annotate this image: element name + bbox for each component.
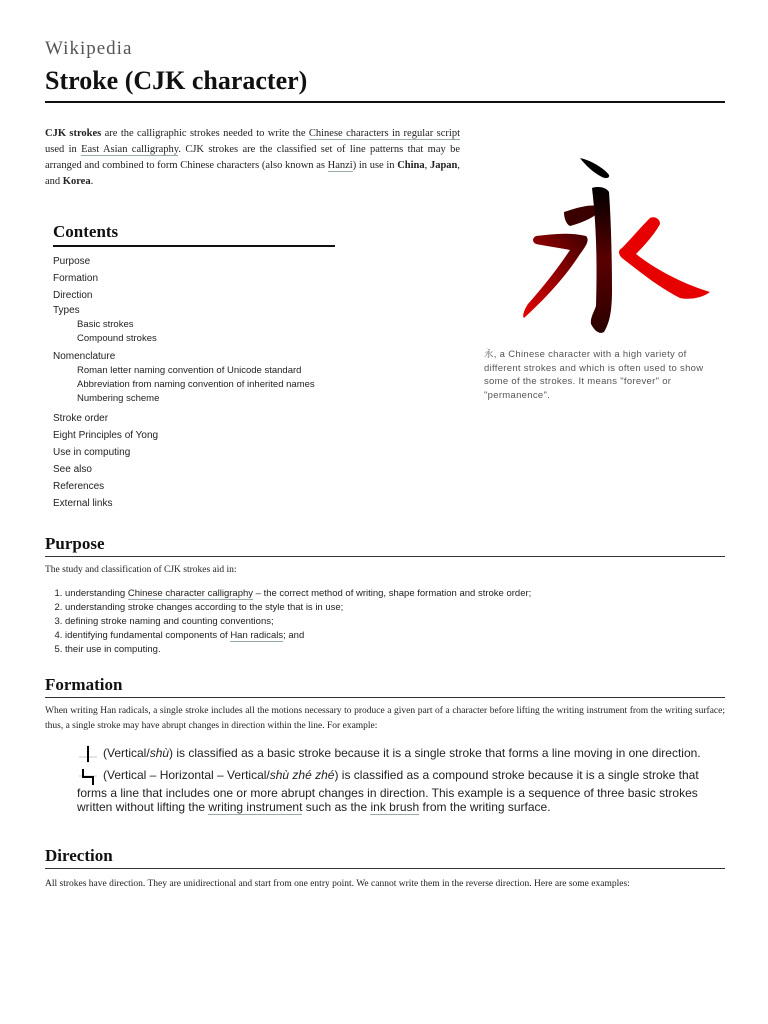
section-heading-formation: Formation xyxy=(45,675,725,698)
toc-item-direction[interactable]: Direction xyxy=(53,290,93,301)
intro-china: China xyxy=(397,160,425,171)
toc-item-references[interactable]: References xyxy=(53,481,105,492)
toc-list xyxy=(53,253,335,512)
toc-title: Contents xyxy=(53,222,335,247)
section-purpose xyxy=(45,534,725,657)
intro-text: , xyxy=(424,160,430,171)
link-writing-instrument[interactable]: writing instrument xyxy=(208,800,303,814)
example-text: (Vertical – Horizontal – Vertical/ xyxy=(103,768,270,783)
wikipedia-wordmark: Wikipedia xyxy=(45,38,133,59)
link-east-asian-calligraphy[interactable]: East Asian calligraphy xyxy=(81,144,179,155)
purpose-item-text: identifying fundamental components of xyxy=(65,630,231,641)
purpose-list-item xyxy=(65,587,725,601)
example-text: ) is classified as a basic stroke because it is a single stroke that forms a line moving in one direction. xyxy=(169,746,701,761)
toc-item-see-also[interactable]: See also xyxy=(53,464,92,475)
intro-text: . CJK strokes are the classified set of line patterns that may be arranged and combined to form Chinese characters (also known as xyxy=(45,144,460,171)
intro-text: ) in use in xyxy=(352,160,398,171)
toc-item-abbreviation-naming[interactable]: Abbreviation from naming convention of inherited names xyxy=(77,379,315,390)
toc-item-roman-letter-naming[interactable]: Roman letter naming convention of Unicode standard xyxy=(77,365,302,376)
toc-item-numbering-scheme[interactable]: Numbering scheme xyxy=(77,393,160,404)
section-heading-purpose: Purpose xyxy=(45,534,725,557)
yong-character-image xyxy=(494,140,714,340)
example-text: ) is classified as a compound stroke because it is a single stroke that forms a line that includes one or more abrupt changes in direction. This example is a sequence of three basic strokes written without lifting the xyxy=(77,768,699,814)
toc-item-nomenclature[interactable]: Nomenclature xyxy=(53,351,116,362)
yong-dot-stroke xyxy=(580,158,609,178)
intro-korea: Korea xyxy=(62,176,91,187)
compound-stroke-icon xyxy=(77,766,99,786)
example-compound-stroke xyxy=(77,766,725,814)
purpose-list-item: 5. their use in computing. xyxy=(65,643,725,657)
intro-text: used in xyxy=(45,144,82,155)
purpose-list-item: 3. defining stroke naming and counting conventions; xyxy=(65,615,725,629)
toc-item-basic-strokes[interactable]: Basic strokes xyxy=(77,319,134,330)
toc-item-eight-principles[interactable]: Eight Principles of Yong xyxy=(53,430,159,441)
title-divider xyxy=(45,101,725,103)
example-text: (Vertical/ xyxy=(103,746,150,761)
purpose-lead: The study and classification of CJK strokes aid in: xyxy=(45,565,237,575)
example-pinyin: shù zhé zhé xyxy=(269,768,335,783)
link-chinese-character-calligraphy[interactable]: Chinese character calligraphy xyxy=(127,588,254,599)
example-vertical-stroke xyxy=(77,744,725,764)
toc-item-types[interactable]: Types xyxy=(53,305,80,316)
purpose-list xyxy=(45,587,725,657)
link-ink-brush[interactable]: ink brush xyxy=(370,800,420,814)
purpose-item-text: ; and xyxy=(283,630,305,641)
figure-caption: 永, a Chinese character with a high variety of different strokes and which is often used to show some of the strokes. It means "forever" or "permanence". xyxy=(484,349,704,401)
section-heading-direction: Direction xyxy=(45,846,725,869)
example-pinyin: shù xyxy=(149,746,170,761)
intro-text: . xyxy=(90,176,94,187)
page-title: Stroke (CJK character) xyxy=(45,66,308,95)
example-text: from the writing surface. xyxy=(419,800,551,814)
toc-item-formation[interactable]: Formation xyxy=(53,273,99,284)
toc-item-compound-strokes[interactable]: Compound strokes xyxy=(77,333,157,344)
yong-figure xyxy=(484,140,719,402)
purpose-item-text: – the correct method of writing, shape formation and stroke order; xyxy=(253,588,532,599)
intro-text: are the calligraphic strokes needed to write the xyxy=(101,128,309,139)
direction-text: All strokes have direction. They are unidirectional and start from one entry point. We cannot write them in the reverse direction. Here are some examples: xyxy=(45,879,630,889)
intro-term: CJK strokes xyxy=(45,128,102,139)
intro-text: , and xyxy=(45,160,461,187)
intro-japan: Japan xyxy=(429,160,458,171)
link-han-radicals[interactable]: Han radicals xyxy=(230,630,284,641)
link-chinese-characters[interactable]: Chinese characters in regular script xyxy=(308,128,460,139)
table-of-contents xyxy=(53,222,335,512)
intro-paragraph xyxy=(45,126,460,190)
section-direction xyxy=(45,846,725,892)
yong-left-sweep-stroke xyxy=(523,234,587,318)
formation-text: When writing Han radicals, a single stroke includes all the motions necessary to produce a given part of a character before lifting the writing instrument from the writing surface; thus, a single stroke may have abrupt changes in direction within the line. For example: xyxy=(45,706,725,731)
toc-item-purpose[interactable]: Purpose xyxy=(53,256,91,267)
section-formation xyxy=(45,675,725,814)
example-text: such as the xyxy=(302,800,371,814)
yong-hook-stroke xyxy=(564,205,599,226)
purpose-list-item xyxy=(65,629,725,643)
toc-item-external-links[interactable]: External links xyxy=(53,498,113,509)
yong-right-sweep-stroke xyxy=(619,217,710,299)
link-hanzi[interactable]: Hanzi xyxy=(327,160,353,171)
vertical-stroke-icon xyxy=(77,744,99,764)
toc-item-stroke-order[interactable]: Stroke order xyxy=(53,413,109,424)
toc-item-use-in-computing[interactable]: Use in computing xyxy=(53,447,131,458)
purpose-item-text: understanding xyxy=(65,588,128,599)
purpose-list-item: 2. understanding stroke changes according to the style that is in use; xyxy=(65,601,725,615)
